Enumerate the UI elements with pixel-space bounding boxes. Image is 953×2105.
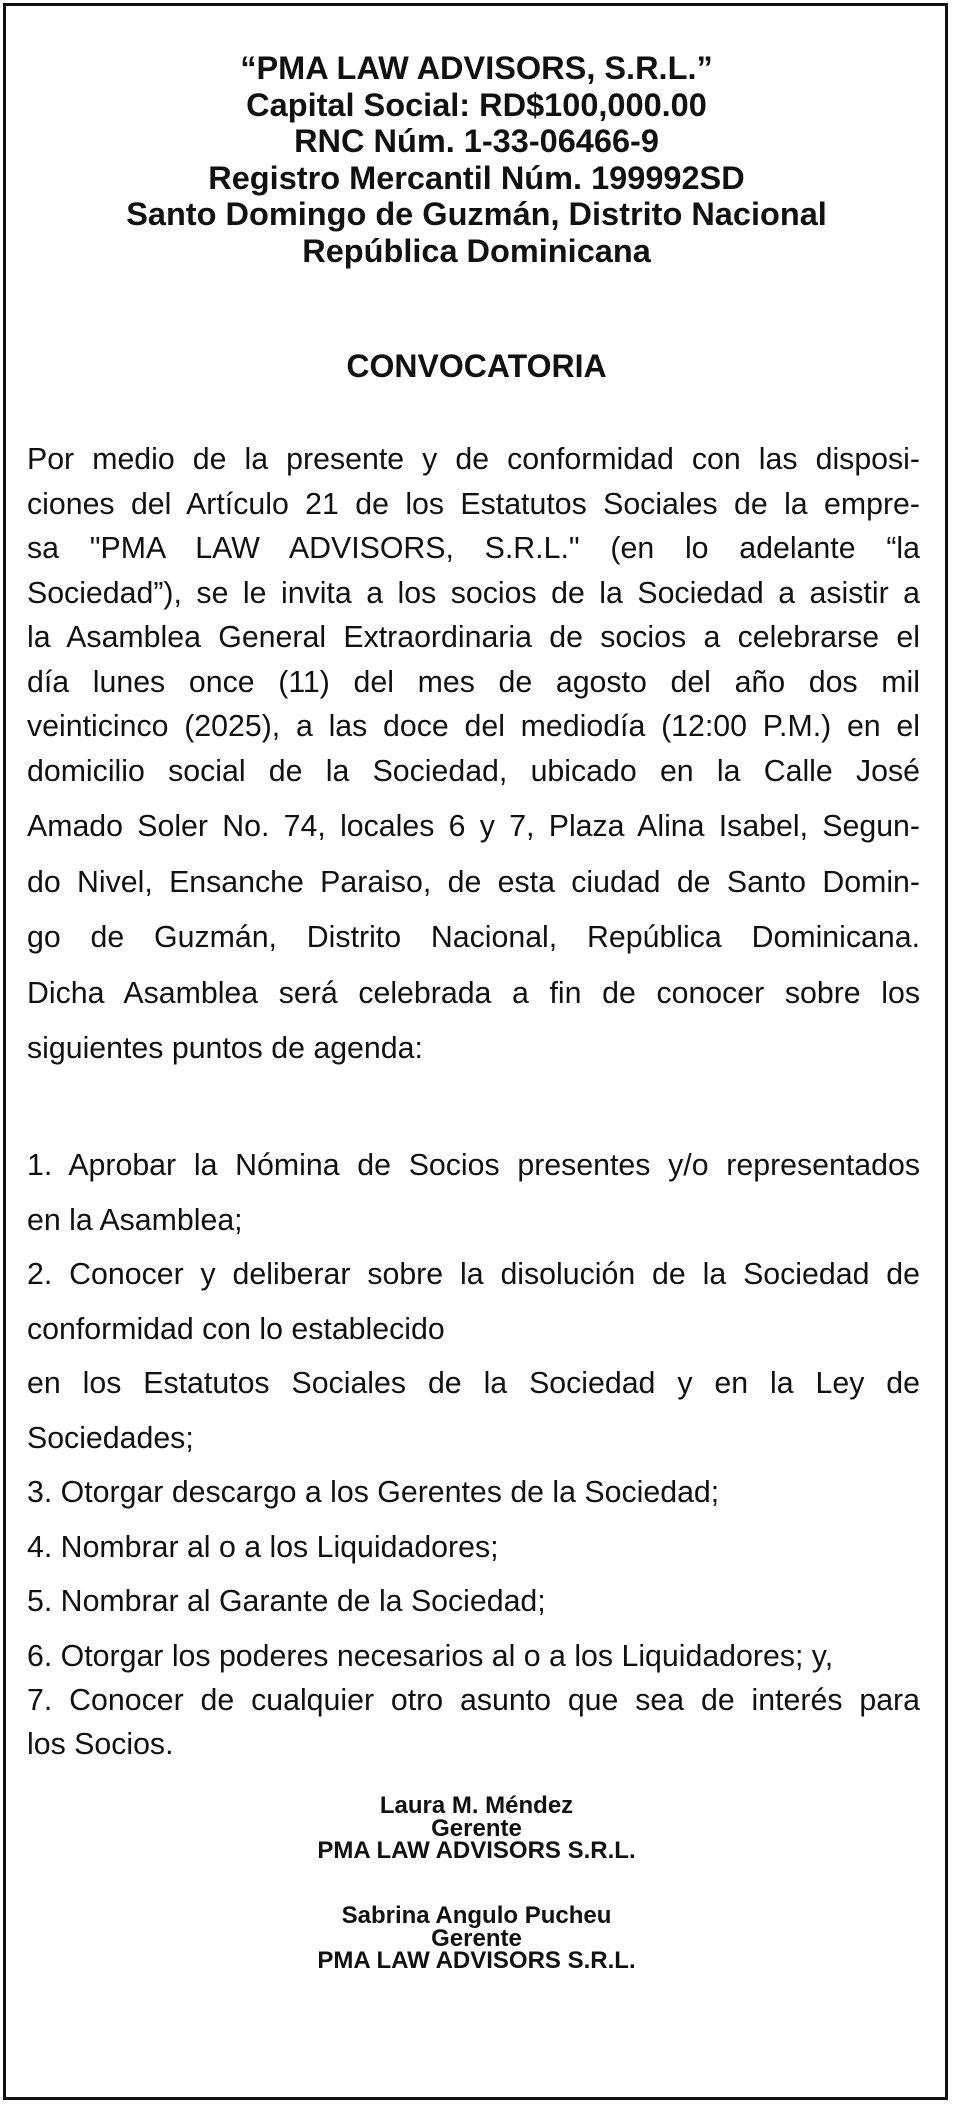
agenda-line: 2. Conocer y deliberar sobre la disolución de la Sociedad de [27, 1258, 920, 1291]
signatory-name: Sabrina Angulo Pucheu [341, 1902, 612, 1929]
intro-line: go de Guzmán, Distrito Nacional, República Dominicana. [27, 921, 920, 954]
company-registry: Registro Mercantil Núm. 199992SD [208, 159, 745, 196]
agenda-line: los Socios. [27, 1727, 174, 1761]
signatory-role: Gerente [431, 1814, 522, 1842]
agenda-list [27, 1144, 920, 1767]
agenda-line: en los Estatutos Sociales de la Sociedad y en la Ley de [27, 1367, 920, 1400]
agenda-line: 6. Otorgar los poderes necesarios al o a los Liquidadores; y, [27, 1639, 834, 1673]
signature-block [20, 1792, 933, 1864]
company-capital: Capital Social: RD$100,000.00 [246, 86, 707, 123]
intro-line: Sociedad”), se le invita a los socios de la Sociedad a asistir a [27, 576, 920, 610]
agenda-line: 4. Nombrar al o a los Liquidadores; [27, 1530, 499, 1564]
intro-line: siguientes puntos de agenda: [27, 1032, 423, 1065]
agenda-line: en la Asamblea; [27, 1203, 243, 1237]
agenda-line: 1. Aprobar la Nómina de Socios presentes y/o representados [27, 1149, 920, 1182]
intro-line: sa "PMA LAW ADVISORS, S.R.L." (en lo adelante “la [27, 532, 920, 565]
intro-line: Dicha Asamblea será celebrada a fin de conocer sobre los [27, 976, 920, 1010]
intro-line: do Nivel, Ensanche Paraiso, de esta ciudad de Santo Domin- [27, 865, 920, 899]
company-country: República Dominicana [302, 232, 651, 269]
agenda-line: conformidad con lo establecido [27, 1312, 445, 1346]
company-header [20, 50, 933, 270]
signature-block [20, 1902, 933, 1974]
agenda-line: Sociedades; [27, 1421, 194, 1455]
intro-line: día lunes once (11) del mes de agosto del año dos mil [27, 665, 920, 699]
intro-line: Por medio de la presente y de conformidad con las disposi- [27, 443, 920, 476]
agenda-line: 7. Conocer de cualquier otro asunto que sea de interés para [27, 1683, 920, 1717]
intro-line: Amado Soler No. 74, locales 6 y 7, Plaza Alina Isabel, Segun- [27, 810, 920, 843]
company-rnc: RNC Núm. 1-33-06466-9 [294, 123, 659, 160]
intro-line: domicilio social de la Sociedad, ubicado en la Calle José [27, 754, 920, 788]
signatory-name: Laura M. Méndez [379, 1792, 574, 1819]
intro-paragraph [27, 438, 920, 1083]
company-name: “PMA LAW ADVISORS, S.R.L.” [240, 50, 713, 86]
agenda-line: 5. Nombrar al Garante de la Sociedad; [27, 1585, 546, 1618]
intro-line: la Asamblea General Extraordinaria de socios a celebrarse el [27, 621, 920, 654]
agenda-line: 3. Otorgar descargo a los Gerentes de la Sociedad; [27, 1476, 720, 1509]
signatory-role: Gerente [431, 1924, 522, 1952]
signatory-company: PMA LAW ADVISORS S.R.L. [317, 1837, 636, 1864]
intro-line: ciones del Artículo 21 de los Estatutos Sociales de la empre- [27, 487, 920, 521]
intro-line: veinticinco (2025), a las doce del mediodía (12:00 P.M.) en el [27, 710, 920, 743]
signatory-company: PMA LAW ADVISORS S.R.L. [317, 1947, 636, 1974]
company-city: Santo Domingo de Guzmán, Distrito Nacional [126, 196, 827, 233]
notice-title: CONVOCATORIA [346, 348, 607, 384]
